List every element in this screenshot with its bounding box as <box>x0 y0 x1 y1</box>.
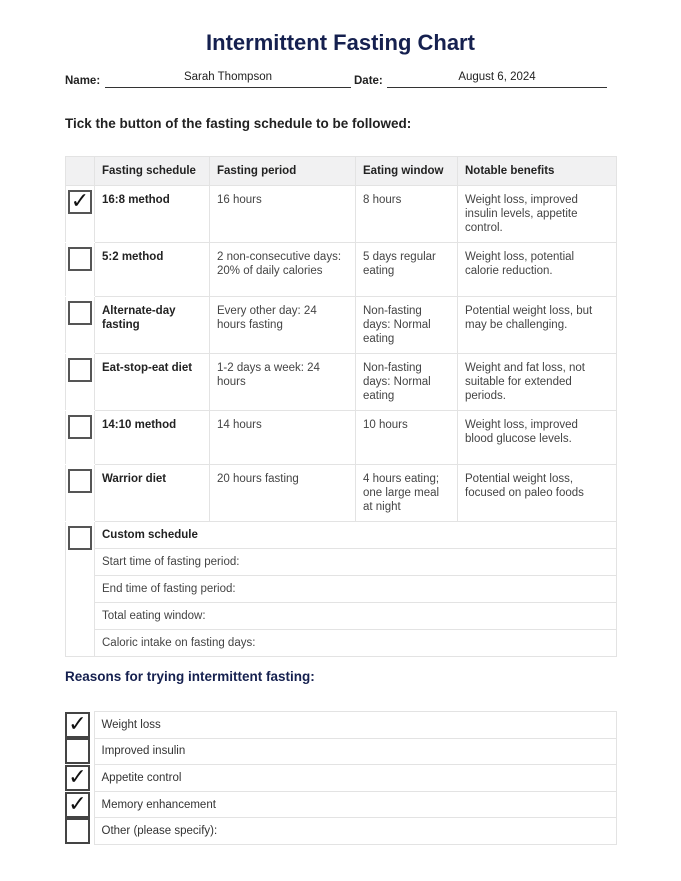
reason-row <box>65 818 616 845</box>
reason-other-field[interactable]: Other (please specify): <box>94 818 616 845</box>
total-eating-window-field[interactable]: Total eating window: <box>95 603 617 630</box>
reason-checkbox-improved-insulin[interactable] <box>65 738 90 764</box>
fasting-period: 1-2 days a week: 24 hours <box>210 354 356 411</box>
table-row <box>66 243 617 297</box>
date-label: Date: <box>354 75 383 87</box>
custom-field-row <box>66 549 617 576</box>
eating-window: 8 hours <box>356 186 458 243</box>
date-field[interactable]: August 6, 2024 <box>458 71 536 83</box>
notable-benefits: Potential weight loss, but may be challenging. <box>458 297 617 354</box>
page-title: Intermittent Fasting Chart <box>206 30 475 55</box>
fasting-schedule-table <box>65 156 617 657</box>
table-row <box>66 186 617 243</box>
reason-checkbox-appetite-control[interactable]: ✓ <box>65 765 90 791</box>
fasting-period: 20 hours fasting <box>210 465 356 522</box>
schedule-name: 16:8 method <box>95 186 210 243</box>
name-field-line[interactable] <box>105 87 351 88</box>
fasting-period: 16 hours <box>210 186 356 243</box>
name-date-row <box>65 70 610 90</box>
reason-checkbox-memory-enhancement[interactable]: ✓ <box>65 792 90 818</box>
caloric-intake-field[interactable]: Caloric intake on fasting days: <box>95 630 617 657</box>
end-time-field[interactable]: End time of fasting period: <box>95 576 617 603</box>
reason-label: Improved insulin <box>94 738 616 765</box>
schedule-checkbox-16-8[interactable]: ✓ <box>68 190 92 214</box>
column-header-schedule: Fasting schedule <box>95 157 210 186</box>
fasting-period: Every other day: 24 hours fasting <box>210 297 356 354</box>
table-row <box>66 411 617 465</box>
fasting-period: 2 non-consecutive days: 20% of daily calories <box>210 243 356 297</box>
eating-window: 10 hours <box>356 411 458 465</box>
schedule-checkbox-14-10[interactable] <box>68 415 92 439</box>
schedule-checkbox-5-2[interactable] <box>68 247 92 271</box>
reason-label: Appetite control <box>94 765 616 792</box>
eating-window: Non-fasting days: Normal eating <box>356 354 458 411</box>
column-header-benefits: Notable benefits <box>458 157 617 186</box>
eating-window: 5 days regular eating <box>356 243 458 297</box>
reason-row <box>65 712 616 739</box>
table-header-row <box>66 157 617 186</box>
notable-benefits: Weight loss, potential calorie reduction. <box>458 243 617 297</box>
schedule-section-heading: Tick the button of the fasting schedule to be followed: <box>65 116 412 131</box>
reason-label: Weight loss <box>94 712 616 739</box>
schedule-name: 14:10 method <box>95 411 210 465</box>
schedule-checkbox-eat-stop-eat[interactable] <box>68 358 92 382</box>
eating-window: Non-fasting days: Normal eating <box>356 297 458 354</box>
notable-benefits: Weight loss, improved blood glucose levels. <box>458 411 617 465</box>
name-label: Name: <box>65 75 101 87</box>
schedule-checkbox-custom[interactable] <box>68 526 92 550</box>
table-row <box>66 297 617 354</box>
name-field[interactable]: Sarah Thompson <box>183 71 272 83</box>
reasons-section-heading: Reasons for trying intermittent fasting: <box>65 669 315 684</box>
reason-checkbox-other[interactable] <box>65 818 90 844</box>
custom-field-row <box>66 630 617 657</box>
reason-row <box>65 738 616 765</box>
notable-benefits: Weight loss, improved insulin levels, appetite control. <box>458 186 617 243</box>
reason-checkbox-weight-loss[interactable]: ✓ <box>65 712 90 738</box>
date-field-line[interactable] <box>387 87 607 88</box>
custom-field-row <box>66 603 617 630</box>
schedule-name: Warrior diet <box>95 465 210 522</box>
schedule-checkbox-warrior[interactable] <box>68 469 92 493</box>
schedule-name: Alternate-day fasting <box>95 297 210 354</box>
column-header-window: Eating window <box>356 157 458 186</box>
custom-schedule-label: Custom schedule <box>95 522 617 549</box>
reason-label: Memory enhancement <box>94 791 616 818</box>
custom-schedule-row <box>66 522 617 549</box>
schedule-checkbox-alternate-day[interactable] <box>68 301 92 325</box>
notable-benefits: Potential weight loss, focused on paleo foods <box>458 465 617 522</box>
reason-row <box>65 791 616 818</box>
fasting-period: 14 hours <box>210 411 356 465</box>
table-row <box>66 354 617 411</box>
table-row <box>66 465 617 522</box>
eating-window: 4 hours eating; one large meal at night <box>356 465 458 522</box>
reasons-table <box>65 711 617 845</box>
schedule-name: Eat-stop-eat diet <box>95 354 210 411</box>
column-header-checkbox <box>66 157 95 186</box>
start-time-field[interactable]: Start time of fasting period: <box>95 549 617 576</box>
schedule-name: 5:2 method <box>95 243 210 297</box>
custom-field-row <box>66 576 617 603</box>
notable-benefits: Weight and fat loss, not suitable for extended periods. <box>458 354 617 411</box>
reason-row <box>65 765 616 792</box>
column-header-period: Fasting period <box>210 157 356 186</box>
